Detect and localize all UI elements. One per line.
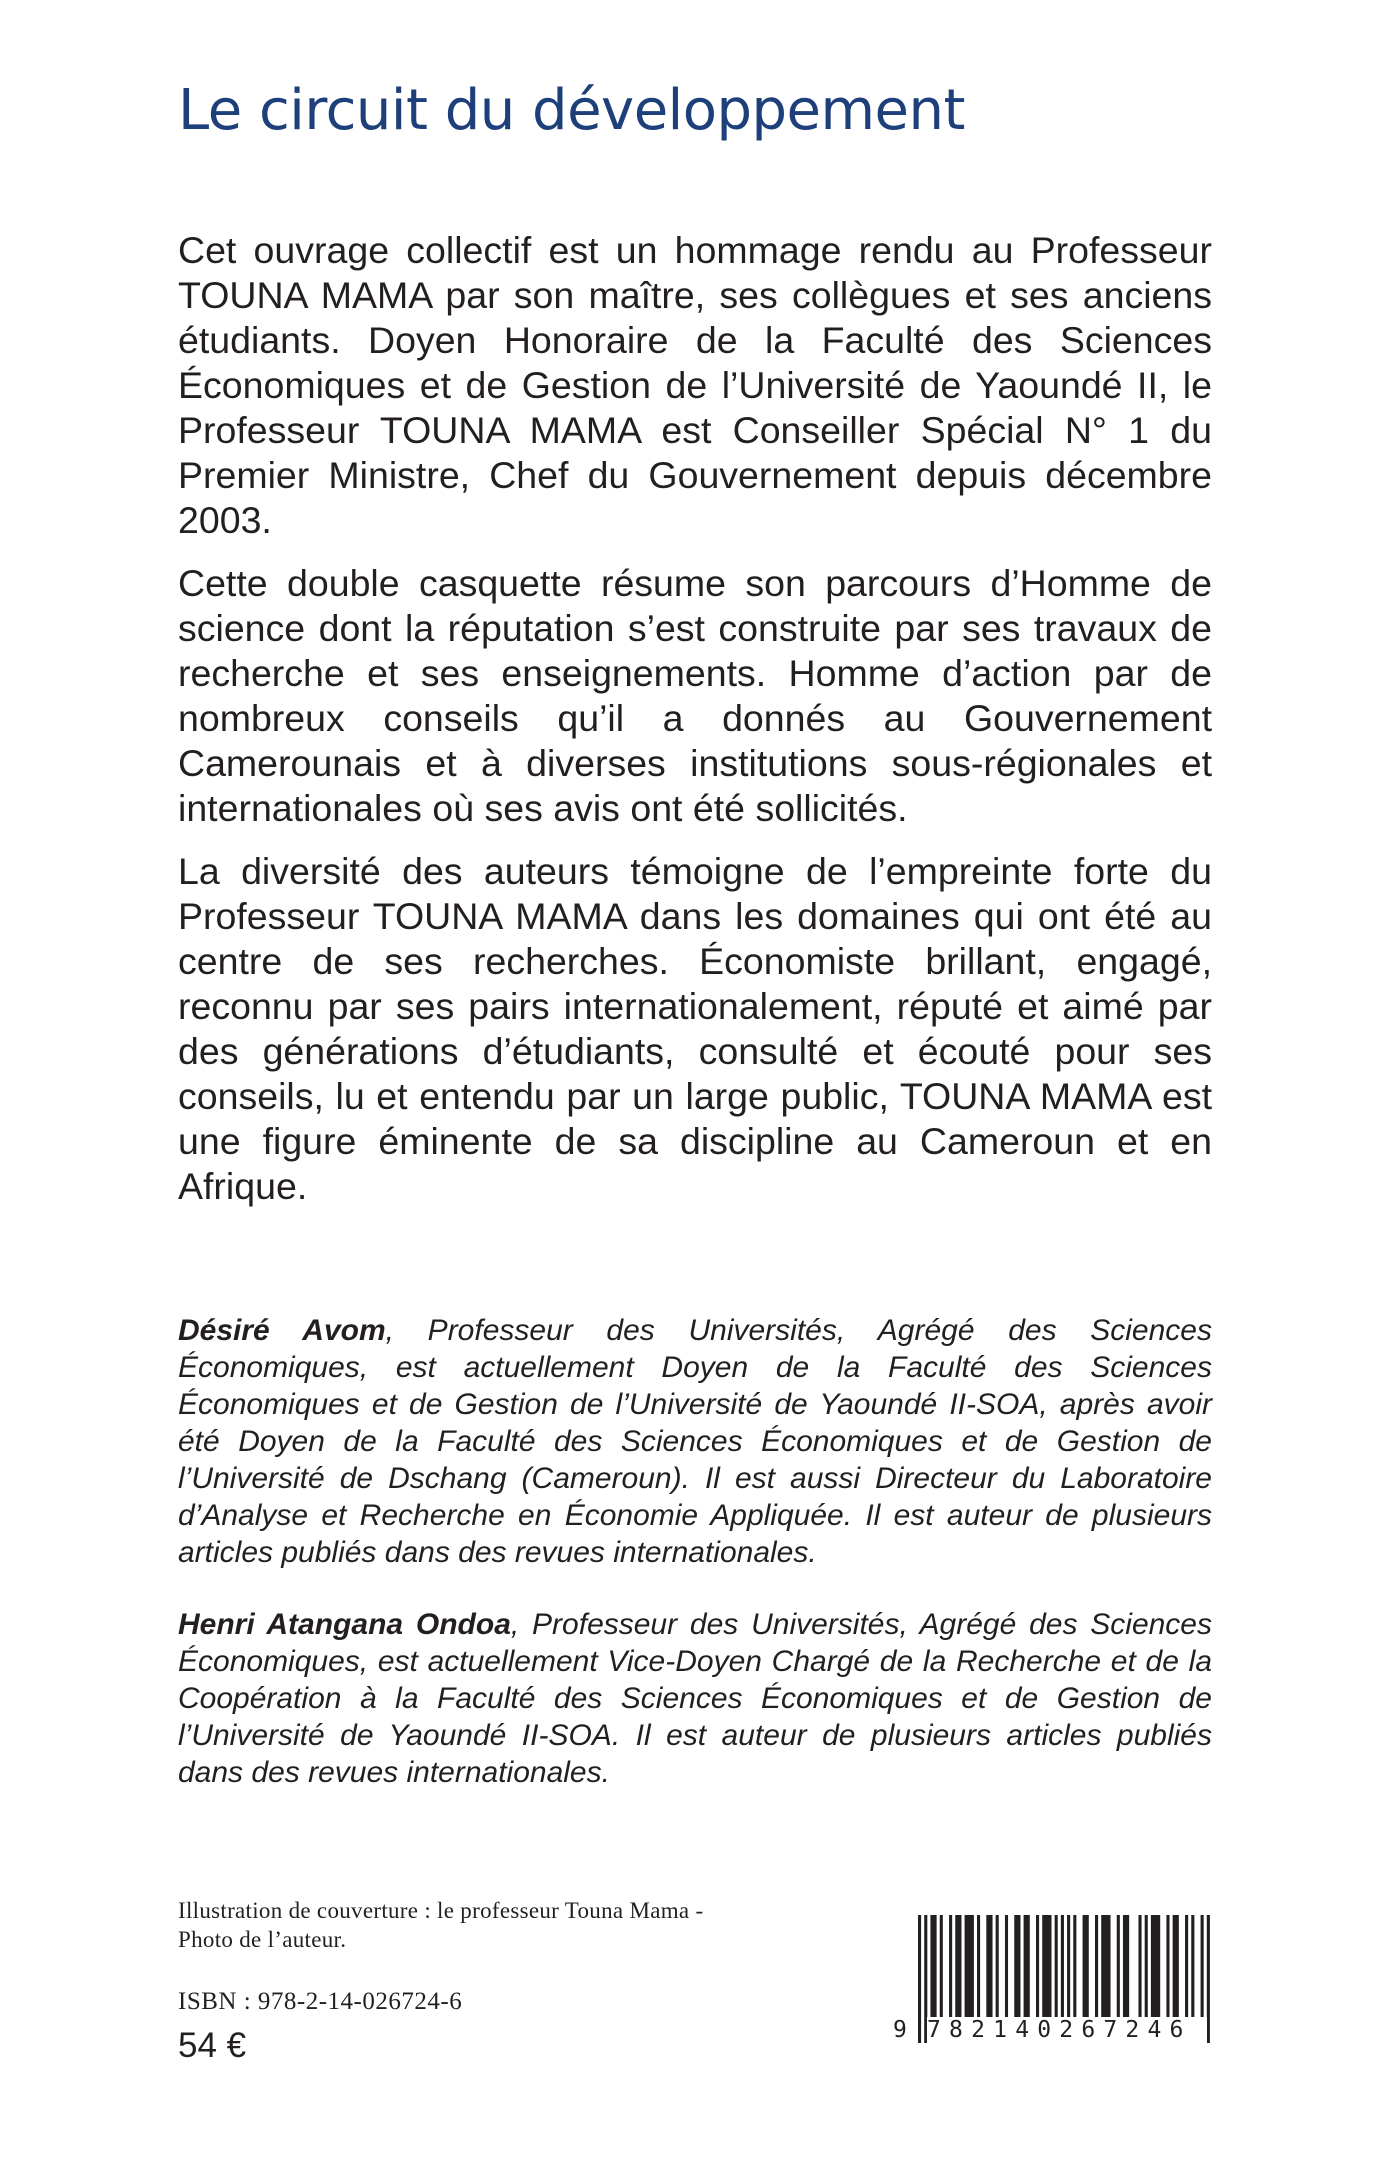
author-name-avom: Désiré Avom (178, 1314, 386, 1347)
author-bio-text-ondoa: , Professeur des Universités, Agrégé des Sciences Économiques, est actuellement Vice-Doyen Chargé de la Recherche et de la Coopération à la Faculté des Sciences Économiques et de Gestion de l’Université de Yaoundé II-SOA. Il est auteur de plusieurs articles publiés dans des revues internationales. (178, 1608, 1212, 1789)
summary-paragraph-1: Cet ouvrage collectif est un hommage rendu au Professeur TOUNA MAMA par son maître, ses collègues et ses anciens étudiants. Doyen Honoraire de la Faculté des Sciences Économiques et de Gestion de l’Université de Yaoundé II, le Professeur TOUNA MAMA est Conseiller Spécial N° 1 du Premier Ministre, Chef du Gouvernement depuis décembre 2003. (178, 229, 1212, 541)
author-bio-text-avom: , Professeur des Universités, Agrégé des Sciences Économiques, est actuellement Doyen de la Faculté des Sciences Économiques et de Gestion de l’Université de Yaoundé II-SOA, après avoir été Doyen de la Faculté des Sciences Économiques et de Gestion de l’Université de Dschang (Cameroun). Il est aussi Directeur du Laboratoire d’Analyse et Recherche en Économie Appliquée. Il est auteur de plusieurs articles publiés dans des revues internationales. (178, 1314, 1212, 1569)
author-bios (178, 1312, 1212, 1826)
summary-paragraph-3: La diversité des auteurs témoigne de l’empreinte forte du Professeur TOUNA MAMA dans les domaines qui ont été au centre de ses recherches. Économiste brillant, engagé, reconnu par ses pairs internationalement, réputé et aimé par des générations d’étudiants, consulté et écouté pour ses conseils, lu et entendu par un large public, TOUNA MAMA est une figure éminente de sa discipline au Cameroun et en Afrique. (178, 850, 1212, 1207)
author-name-ondoa: Henri Atangana Ondoa (178, 1608, 511, 1641)
summary-text (178, 228, 1212, 1227)
isbn: ISBN : 978-2-14-026724-6 (178, 1988, 463, 2015)
barcode (893, 1915, 1213, 2050)
author-bio-ondoa (178, 1606, 1212, 1791)
summary-paragraph-2: Cette double casquette résume son parcours d’Homme de science dont la réputation s’est construite par ses travaux de recherche et ses enseignements. Homme d’action par de nombreux conseils qu’il a donnés au Gouvernement Camerounais et à diverses institutions sous-régionales et internationales où ses avis ont été sollicités. (178, 562, 1212, 829)
barcode-first-digit: 9 (893, 2017, 907, 2043)
cover-illustration-credit (178, 1896, 818, 1954)
credit-line-2: Photo de l’auteur. (178, 1927, 347, 1952)
barcode-digits: 782140267246 (927, 2017, 1207, 2043)
book-title: Le circuit du développement (178, 78, 965, 143)
author-bio-avom (178, 1312, 1212, 1571)
price: 54 € (178, 2026, 247, 2065)
credit-line-1: Illustration de couverture : le professeur Touna Mama - (178, 1898, 704, 1923)
